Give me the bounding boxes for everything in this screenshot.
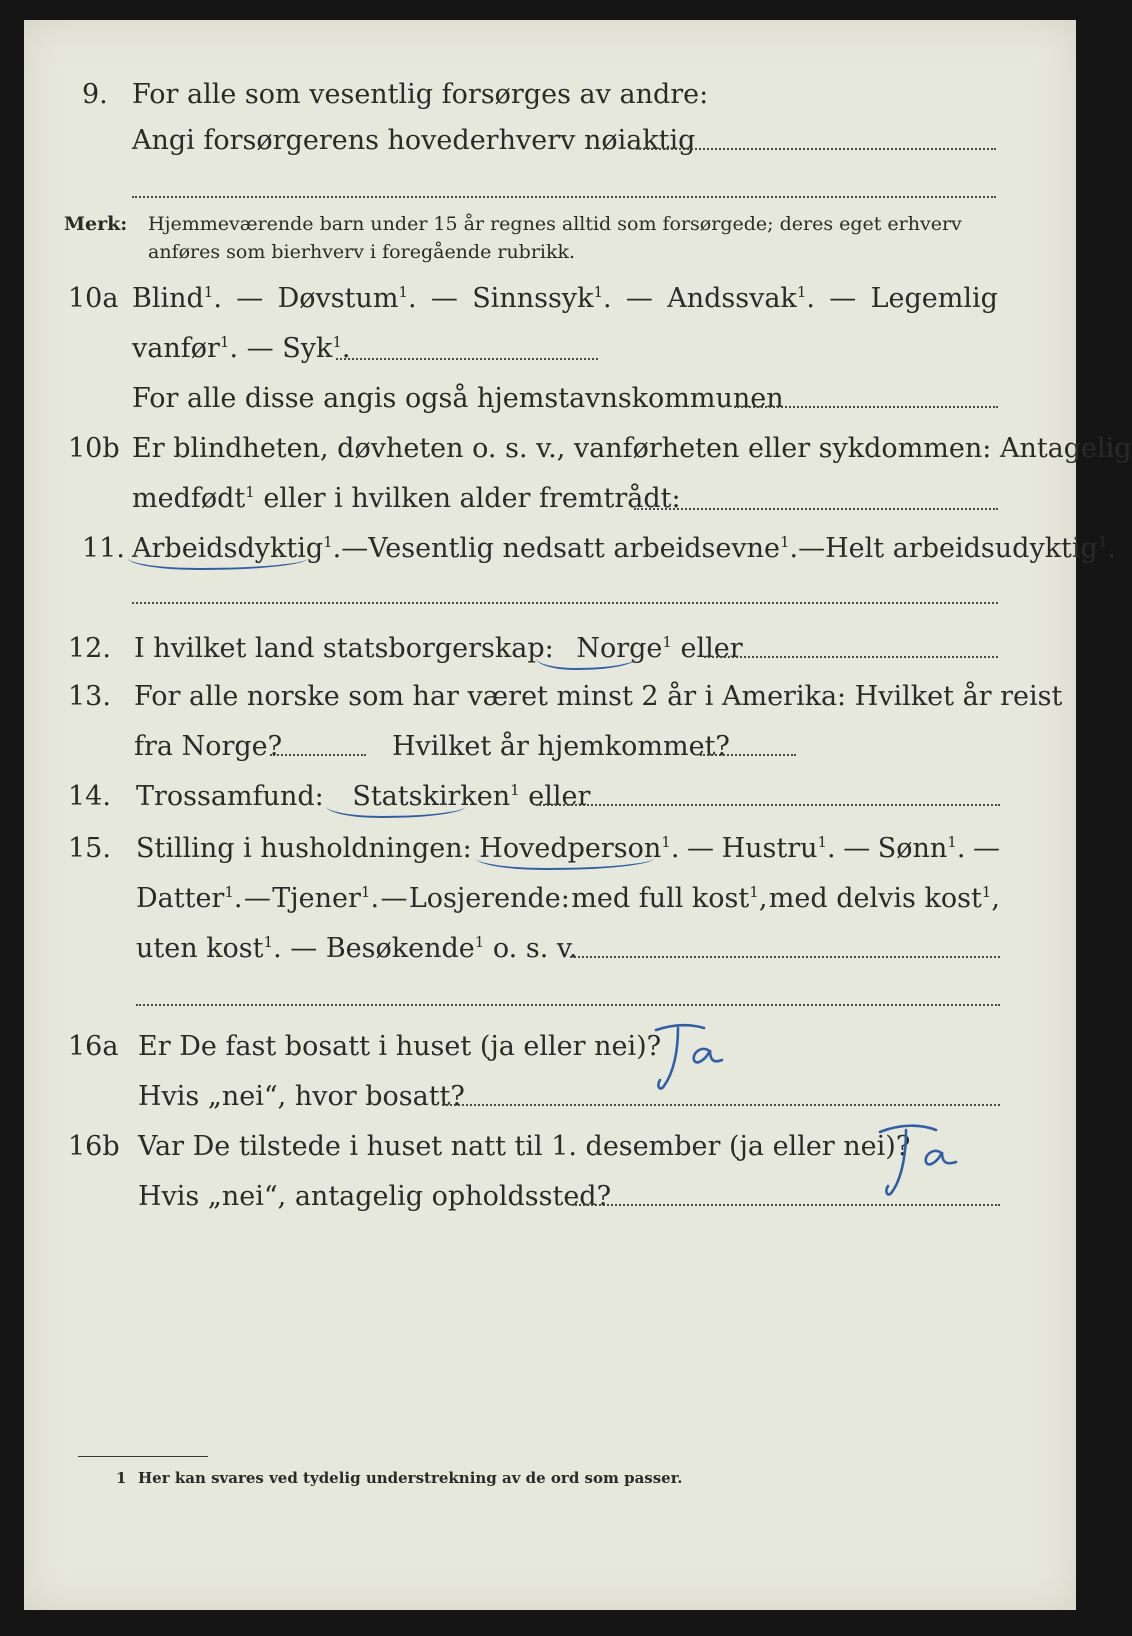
footnote-mark: 1 [116,1469,127,1487]
q14-number: 14. [68,781,111,812]
q15-answer-field-2[interactable] [136,1004,1000,1006]
q15-dash: — [687,833,714,864]
q15-opt-tjener[interactable]: Tjener$^1$. [272,883,380,914]
q16b-number: 16b [68,1131,120,1162]
q10a-dash: — [246,333,274,364]
q11-opt-udyktig[interactable]: Helt arbeidsudyktig$^1$. [825,533,1116,564]
q15-opt-hustru[interactable]: Hustru$^1$. [721,833,836,864]
q13-number: 13. [68,681,111,712]
q15-opt-sonn[interactable]: Sønn$^1$. [877,833,966,864]
q10a-opt-blind[interactable]: Blind$^1$. [132,283,222,314]
q16b-line2: Hvis „nei“, antagelig opholdssted? [138,1181,612,1212]
q15-opt-uten-kost[interactable]: uten kost$^1$. [136,933,282,964]
q15-dash: — [380,883,408,914]
census-form-page [24,20,1132,1610]
q10b-number: 10b [68,433,120,464]
q16a-line1: Er De fast bosatt i huset (ja eller nei)? [138,1031,662,1062]
q15-opt-datter[interactable]: Datter$^1$. [136,883,243,914]
q15-dash: — [843,833,871,864]
q14-opt-statskirken[interactable]: Statskirken$^1$ [352,781,520,812]
q15-osv: o. s. v. [492,933,578,964]
q15-dash: — [290,933,318,964]
q10a-line2 [132,332,351,366]
q14-question: Trossamfund: [136,781,324,812]
q13-line2b: Hvilket år hjemkommet? [392,731,730,762]
q15-number: 15. [68,833,111,864]
handwritten-underline [326,806,466,818]
q10a-opt-sinnssyk[interactable]: Sinnssyk$^1$. [472,283,612,314]
q12-answer-field[interactable] [704,656,998,658]
q12-opt-norge[interactable]: Norge$^1$ [576,633,672,664]
footnote-rule [78,1456,208,1457]
q10a-kommune-field[interactable] [734,406,998,408]
q15-line2 [136,882,1000,916]
q15-opt-besokende[interactable]: Besøkende$^1$ [325,933,485,964]
q10a-syk-field[interactable] [336,358,598,360]
handwritten-answer-ja [634,1010,734,1100]
q14-answer-field[interactable] [536,804,1000,806]
q10b-line2 [132,482,681,516]
handwritten-underline [128,558,308,570]
q10a-dash: — [430,283,458,314]
handwritten-answer-ja [860,1110,970,1205]
q12-line [134,632,743,666]
q10a-opt-dovstum[interactable]: Døvstum$^1$. [277,283,417,314]
q15-answer-field[interactable] [570,956,1000,958]
q15-opt-delvis-kost[interactable]: med delvis kost$^1$, [768,883,1000,914]
q10b-line1: Er blindheten, døvheten o. s. v., vanførheten eller sykdommen: Antagelig [132,433,1132,464]
q9-line2: Angi forsørgerens hovederhverv nøiaktig [132,125,696,156]
q11-opt-nedsatt[interactable]: Vesentlig nedsatt arbeidsevne$^1$. [368,533,799,564]
q16b-opholdssted-field[interactable] [572,1204,1000,1206]
q9-answer-field-2[interactable] [132,196,996,198]
q10a-line3: For alle disse angis også hjemstavnskommunen [132,383,784,414]
q9-line1: For alle som vesentlig forsørges av andre: [132,79,709,110]
q14-tail: eller [528,781,591,812]
q11-dash: — [341,533,369,564]
handwritten-underline [536,658,636,670]
q10b-opt-medfodt[interactable]: medfødt$^1$ [132,483,255,514]
q9-number: 9. [82,79,108,110]
merk-line1: Hjemmeværende barn under 15 år regnes alltid som forsørgede; deres eget erhverv [148,213,962,235]
q15-question: Stilling i husholdningen: [136,833,472,864]
q10a-dash: — [829,283,857,314]
q15-dash: — [243,883,271,914]
q15-dash: — [973,833,1000,864]
q16a-bosatt-field[interactable] [442,1104,1000,1106]
q16b-line1: Var De tilstede i huset natt til 1. desember (ja eller nei)? [138,1131,911,1162]
q10a-opt-syk[interactable]: Syk$^1$. [282,333,351,364]
q10a-number: 10a [68,283,119,314]
q15-opt-hovedperson[interactable]: Hovedperson$^1$. [479,833,680,864]
q10a-opt-legemlig[interactable]: Legemlig [870,283,998,314]
q11-number: 11. [82,533,125,564]
q11-opt-arbeidsdyktig[interactable]: Arbeidsdyktig$^1$. [132,533,342,564]
q13-reist-field[interactable] [270,754,366,756]
q10a-opt-andssvak[interactable]: Andssvak$^1$. [667,283,815,314]
q16a-line2: Hvis „nei“, hvor bosatt? [138,1081,465,1112]
q12-tail: eller [680,633,743,664]
q12-question: I hvilket land statsborgerskap: [134,633,554,664]
q10a-dash: — [625,283,653,314]
q10a-line1 [132,282,998,316]
q10a-opt-vanfor[interactable]: vanfør$^1$. [132,333,239,364]
q9-answer-field[interactable] [636,148,996,150]
q11-answer-field[interactable] [132,602,998,604]
q11-dash: — [798,533,826,564]
merk-label: Merk: [64,213,128,235]
handwritten-underline [476,858,654,870]
q10b-question: eller i hvilken alder fremtrådt: [263,483,681,514]
q10b-age-field[interactable] [634,508,998,510]
q15-losjerende: Losjerende: [408,883,570,914]
q10a-dash: — [236,283,264,314]
footnote-text: Her kan svares ved tydelig understrekning av de ord som passer. [138,1469,683,1487]
q15-opt-full-kost[interactable]: med full kost$^1$, [571,883,768,914]
q15-line3 [136,932,578,966]
merk-line2: anføres som bierhverv i foregående rubrikk. [148,241,576,263]
q13-hjemkommet-field[interactable] [700,754,796,756]
q13-line2a: fra Norge? [134,731,283,762]
q16a-number: 16a [68,1031,119,1062]
q13-line1: For alle norske som har været minst 2 år i Amerika: Hvilket år reist [134,681,1063,712]
q12-number: 12. [68,633,111,664]
